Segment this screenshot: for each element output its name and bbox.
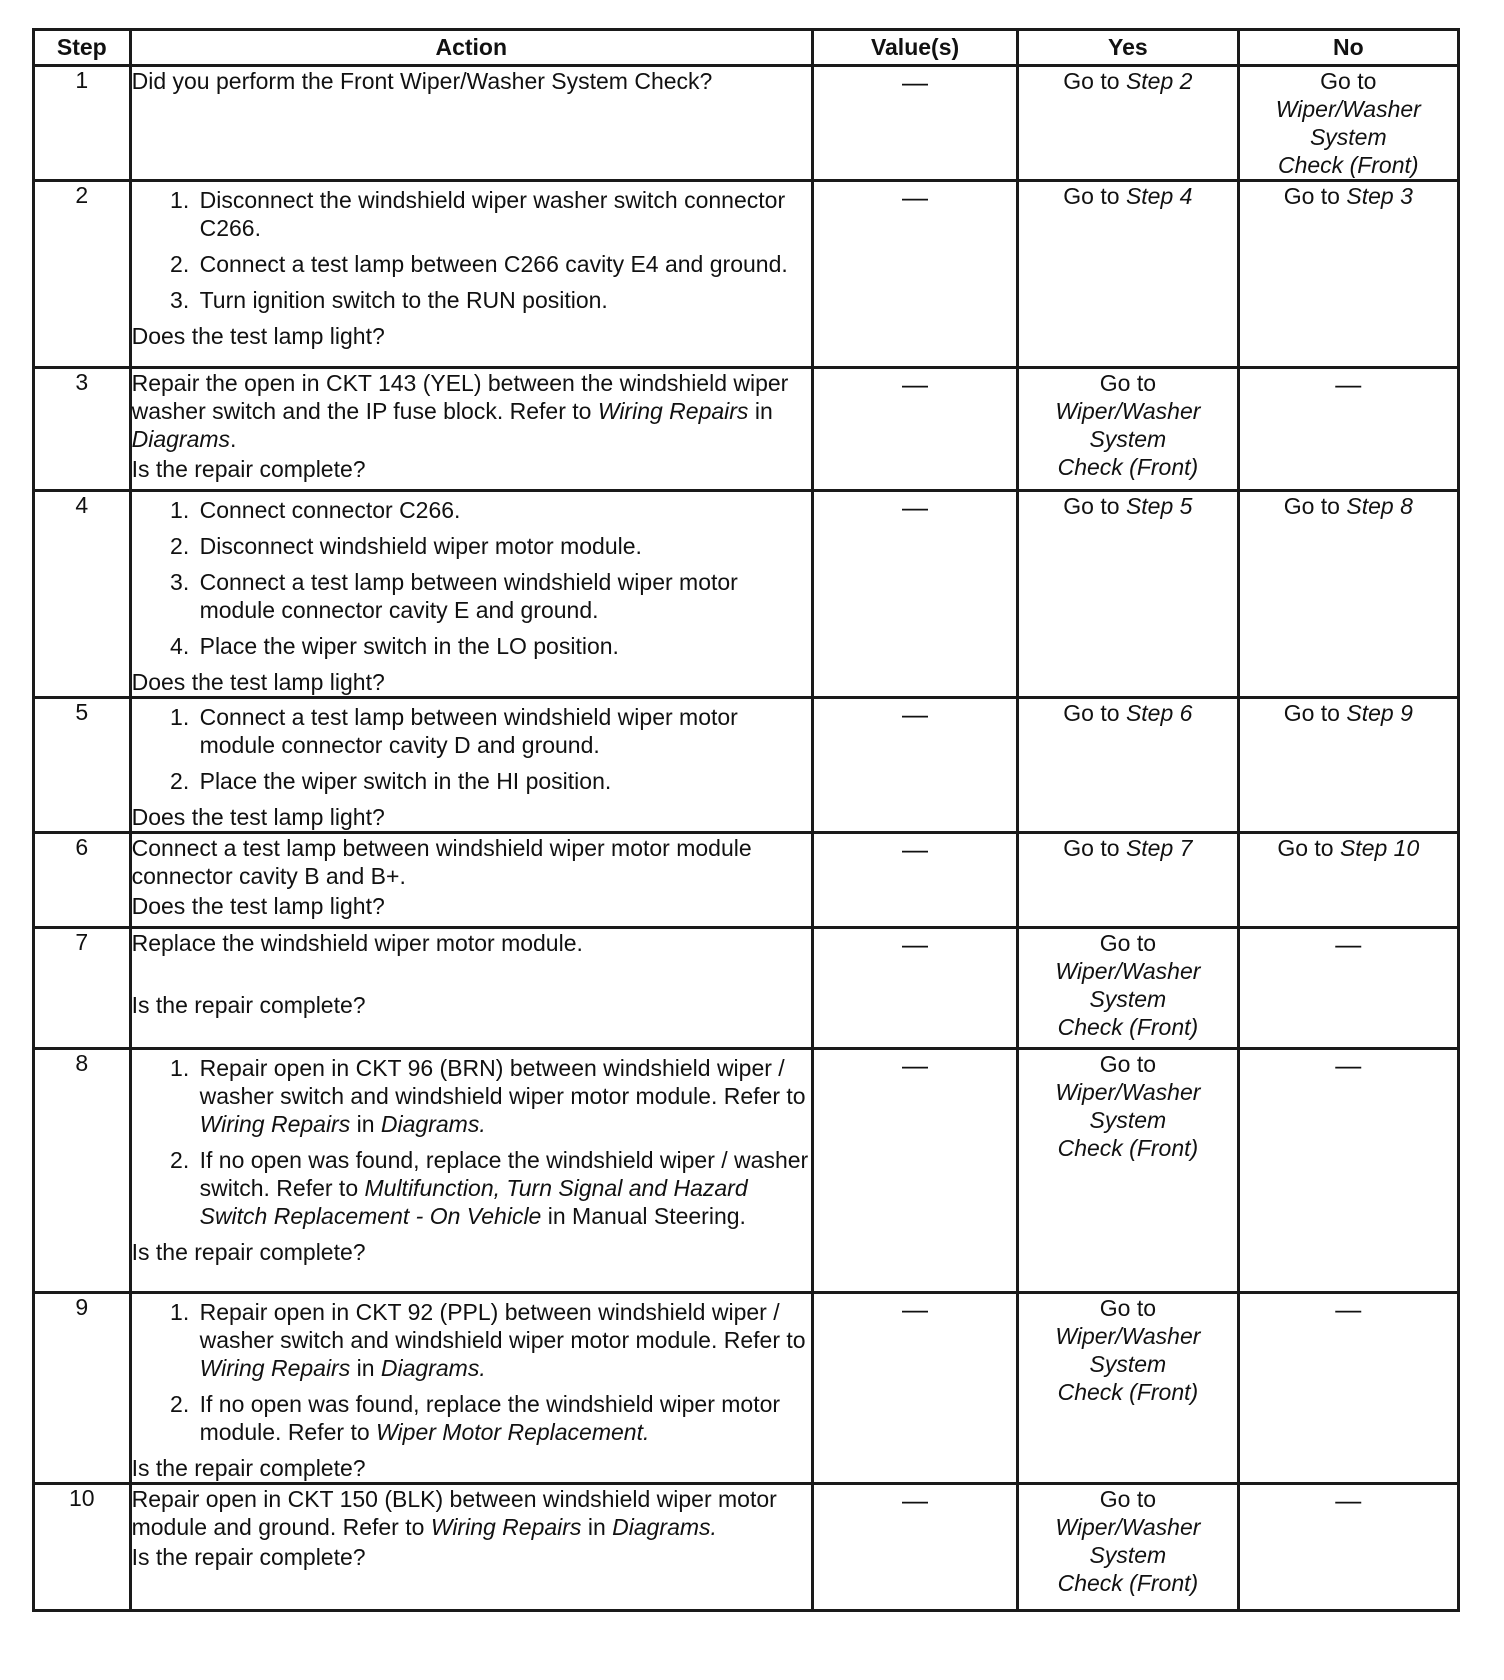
header-values: Value(s) [812, 30, 1017, 66]
yes-link[interactable]: Step 2 [1125, 68, 1193, 94]
table-row [34, 833, 1459, 928]
link-line: Check (Front) [1057, 1135, 1199, 1161]
step-number: 4 [34, 491, 131, 698]
action-text: Connect a test lamp between windshield wiper motor module connector cavity B and B+. [131, 835, 752, 889]
link-line: System [1089, 1542, 1167, 1568]
link-line: Wiper/Washer [1055, 1079, 1201, 1105]
action-cell [130, 928, 812, 1049]
no-prefix: Go to [1283, 183, 1340, 209]
no-cell [1238, 833, 1458, 928]
action-item [196, 1054, 811, 1138]
yes-prefix: Go to [1099, 1486, 1157, 1512]
yes-cell [1018, 181, 1238, 368]
no-prefix: Go to [1283, 700, 1340, 726]
action-cell [130, 491, 812, 698]
action-text: Did you perform the Front Wiper/Washer System Check? [131, 68, 713, 94]
action-question: Does the test lamp light? [131, 323, 385, 349]
link-line: System [1309, 124, 1387, 150]
header-yes: Yes [1018, 30, 1238, 66]
action-cell [130, 1293, 812, 1484]
action-item: 2. Disconnect windshield wiper motor module. [196, 532, 811, 560]
step-number: 2 [34, 181, 131, 368]
action-question: Is the repair complete? [131, 456, 366, 482]
yes-link[interactable] [1019, 957, 1236, 1041]
action-text-part: in [350, 1111, 381, 1137]
action-list [132, 703, 811, 795]
header-action: Action [130, 30, 812, 66]
link-line: Check (Front) [1277, 152, 1419, 178]
value-cell: — [812, 181, 1017, 368]
action-item [196, 1390, 811, 1446]
wiring-repairs-link[interactable]: Wiring Repairs [199, 1111, 351, 1137]
yes-cell [1018, 491, 1238, 698]
table-row [34, 698, 1459, 833]
yes-prefix: Go to [1099, 930, 1157, 956]
yes-prefix: Go to [1063, 68, 1120, 94]
link-line: System [1089, 986, 1167, 1012]
no-cell: — [1238, 1293, 1458, 1484]
action-text: Replace the windshield wiper motor module. [131, 930, 583, 956]
action-list [132, 496, 811, 660]
action-text [132, 1485, 811, 1541]
yes-cell [1018, 66, 1238, 181]
header-step: Step [34, 30, 131, 66]
table-row [34, 66, 1459, 181]
link-line: Wiper/Washer [1055, 1514, 1201, 1540]
yes-cell [1018, 1049, 1238, 1293]
action-text-part: Repair open in CKT 92 (PPL) between windshield wiper / washer switch and windshield wiper motor module. Refer to [199, 1299, 806, 1353]
yes-link[interactable]: Step 6 [1125, 700, 1193, 726]
no-cell: — [1238, 1049, 1458, 1293]
yes-prefix: Go to [1099, 1051, 1157, 1077]
no-cell [1238, 181, 1458, 368]
switch-replacement-link[interactable]: Multifunction, Turn Signal and Hazard Switch Replacement - On Vehicle [199, 1175, 748, 1229]
table-row [34, 1484, 1459, 1611]
link-line: Check (Front) [1057, 1014, 1199, 1040]
wiring-repairs-link[interactable]: Wiring Repairs [597, 398, 749, 424]
yes-cell [1018, 833, 1238, 928]
action-question: Is the repair complete? [131, 1544, 366, 1570]
value-cell: — [812, 1484, 1017, 1611]
link-line: Wiper/Washer [1275, 96, 1421, 122]
no-cell [1238, 698, 1458, 833]
diagrams-link[interactable]: Diagrams. [380, 1355, 486, 1381]
header-row [34, 30, 1459, 66]
yes-cell [1018, 368, 1238, 491]
action-text-part: . [230, 426, 237, 452]
no-link[interactable]: Step 9 [1346, 700, 1413, 726]
no-link[interactable]: Step 3 [1346, 183, 1413, 209]
action-list [132, 1298, 811, 1446]
value-cell: — [812, 928, 1017, 1049]
no-prefix: Go to [1277, 835, 1334, 861]
no-cell: — [1238, 928, 1458, 1049]
link-line: Wiper/Washer [1055, 398, 1201, 424]
action-cell [130, 698, 812, 833]
action-item: 3. Turn ignition switch to the RUN position. [196, 286, 811, 314]
step-number: 8 [34, 1049, 131, 1293]
action-question: Is the repair complete? [131, 1455, 366, 1481]
action-item: 1. Connect a test lamp between windshield wiper motor module connector cavity D and ground. [196, 703, 811, 759]
no-cell: — [1238, 1484, 1458, 1611]
action-cell [130, 1049, 812, 1293]
yes-prefix: Go to [1099, 1295, 1157, 1321]
action-text-part: in [748, 398, 773, 424]
yes-prefix: Go to [1063, 835, 1120, 861]
yes-prefix: Go to [1063, 493, 1120, 519]
yes-link[interactable] [1019, 1322, 1236, 1406]
diagrams-link[interactable]: Diagrams. [380, 1111, 486, 1137]
value-cell: — [812, 66, 1017, 181]
action-text-part: Repair open in CKT 96 (BRN) between windshield wiper / washer switch and windshield wiper motor module. Refer to [199, 1055, 806, 1109]
value-cell: — [812, 833, 1017, 928]
link-line: System [1089, 1351, 1167, 1377]
action-text [132, 369, 811, 453]
step-number: 6 [34, 833, 131, 928]
no-prefix: Go to [1320, 68, 1377, 94]
yes-cell [1018, 928, 1238, 1049]
diagrams-link[interactable]: Diagrams. [612, 1514, 717, 1540]
action-item: 2. Connect a test lamp between C266 cavity E4 and ground. [196, 250, 811, 278]
action-cell [130, 1484, 812, 1611]
action-list [132, 1054, 811, 1230]
table-row [34, 491, 1459, 698]
yes-link[interactable] [1019, 397, 1236, 481]
action-cell [130, 181, 812, 368]
link-line: Check (Front) [1057, 1379, 1199, 1405]
header-no: No [1238, 30, 1458, 66]
yes-cell [1018, 698, 1238, 833]
no-cell [1238, 66, 1458, 181]
action-item [196, 1298, 811, 1382]
action-question: Is the repair complete? [131, 992, 366, 1018]
action-question: Does the test lamp light? [131, 804, 385, 830]
value-cell: — [812, 1293, 1017, 1484]
table-row [34, 1293, 1459, 1484]
action-text-part: Repair the open in CKT 143 (YEL) between the windshield wiper washer switch and the IP fuse block. Refer to [131, 370, 789, 424]
action-question: Does the test lamp light? [131, 669, 385, 695]
value-cell: — [812, 698, 1017, 833]
action-cell [130, 833, 812, 928]
no-cell: — [1238, 368, 1458, 491]
no-link[interactable]: Step 8 [1346, 493, 1413, 519]
action-question: Is the repair complete? [131, 1239, 366, 1265]
step-number: 1 [34, 66, 131, 181]
step-number: 5 [34, 698, 131, 833]
link-line: System [1089, 1107, 1167, 1133]
link-line: System [1089, 426, 1167, 452]
action-item: 3. Connect a test lamp between windshield wiper motor module connector cavity E and ground. [196, 568, 811, 624]
yes-link[interactable] [1019, 1078, 1236, 1162]
yes-link[interactable]: Step 4 [1125, 183, 1193, 209]
action-item: 1. Connect connector C266. [196, 496, 811, 524]
link-line: Wiper/Washer [1055, 1323, 1201, 1349]
action-list [132, 186, 811, 314]
wiper-motor-replacement-link[interactable]: Wiper Motor Replacement. [376, 1419, 650, 1445]
action-question: Does the test lamp light? [131, 893, 385, 919]
step-number: 3 [34, 368, 131, 491]
action-text-part: in Manual Steering. [541, 1203, 746, 1229]
value-cell: — [812, 1049, 1017, 1293]
action-text-part: in [581, 1514, 613, 1540]
action-text-part: in [350, 1355, 381, 1381]
diagnostic-table [32, 28, 1460, 1612]
table-row [34, 181, 1459, 368]
action-text-part: Repair open in CKT 150 (BLK) between windshield wiper motor module and ground. Refer to [131, 1486, 777, 1540]
yes-cell [1018, 1484, 1238, 1611]
value-cell: — [812, 491, 1017, 698]
table-row [34, 1049, 1459, 1293]
no-cell [1238, 491, 1458, 698]
action-text-part: If no open was found, replace the windshield wiper / washer switch. Refer to [199, 1147, 809, 1201]
action-text-part: If no open was found, replace the windshield wiper motor module. Refer to [199, 1391, 781, 1445]
action-cell [130, 368, 812, 491]
yes-prefix: Go to [1099, 370, 1157, 396]
action-item: 4. Place the wiper switch in the LO position. [196, 632, 811, 660]
diagrams-link[interactable]: Diagrams [131, 426, 231, 452]
value-cell: — [812, 368, 1017, 491]
yes-link[interactable]: Step 7 [1125, 835, 1193, 861]
yes-prefix: Go to [1063, 183, 1120, 209]
table-row [34, 928, 1459, 1049]
action-item [196, 1146, 811, 1230]
step-number: 7 [34, 928, 131, 1049]
link-line: Wiper/Washer [1055, 958, 1201, 984]
wiring-repairs-link[interactable]: Wiring Repairs [430, 1514, 582, 1540]
no-link[interactable]: Step 10 [1339, 835, 1420, 861]
link-line: Check (Front) [1057, 454, 1199, 480]
no-prefix: Go to [1283, 493, 1340, 519]
action-item: 1. Disconnect the windshield wiper washer switch connector C266. [196, 186, 811, 242]
yes-link[interactable]: Step 5 [1125, 493, 1193, 519]
yes-cell [1018, 1293, 1238, 1484]
table-row [34, 368, 1459, 491]
no-link[interactable] [1240, 95, 1457, 179]
action-cell [130, 66, 812, 181]
yes-link[interactable] [1019, 1513, 1236, 1597]
wiring-repairs-link[interactable]: Wiring Repairs [199, 1355, 351, 1381]
yes-prefix: Go to [1063, 700, 1120, 726]
action-item: 2. Place the wiper switch in the HI position. [196, 767, 811, 795]
step-number: 9 [34, 1293, 131, 1484]
link-line: Check (Front) [1057, 1570, 1199, 1596]
step-number: 10 [34, 1484, 131, 1611]
